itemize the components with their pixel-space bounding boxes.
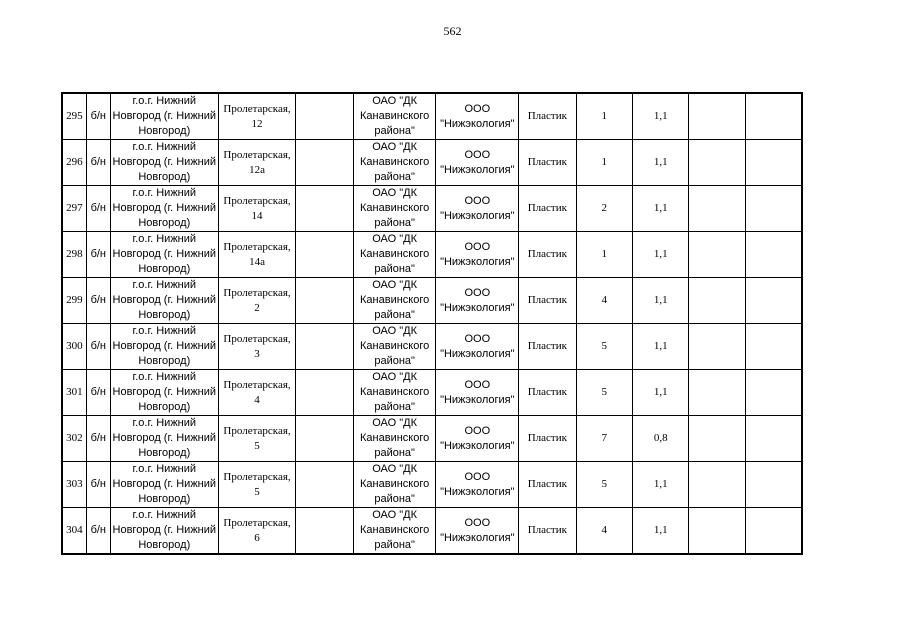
cell-quantity: 4 [576,278,632,324]
cell-material: Пластик [519,416,576,462]
cell-owner: ОАО "ДК Канавинского района" [353,278,436,324]
table-row [62,462,802,508]
cell-bn: б/н [86,278,110,324]
registry-table [61,92,803,555]
cell-locality: г.о.г. Нижний Новгород (г. Нижний Новгород) [110,93,218,140]
cell-owner: ОАО "ДК Канавинского района" [353,93,436,140]
cell-empty-11 [689,508,745,555]
cell-quantity: 2 [576,186,632,232]
cell-quantity: 5 [576,324,632,370]
cell-number: 304 [62,508,86,555]
cell-operator: ООО "Нижэкология" [436,416,519,462]
cell-extra [296,462,353,508]
cell-number: 301 [62,370,86,416]
cell-volume: 1,1 [633,462,689,508]
cell-owner: ОАО "ДК Канавинского района" [353,416,436,462]
cell-locality: г.о.г. Нижний Новгород (г. Нижний Новгород) [110,508,218,555]
cell-volume: 1,1 [633,508,689,555]
cell-street: Пролетарская, 3 [218,324,296,370]
cell-empty-11 [689,324,745,370]
cell-extra [296,93,353,140]
cell-operator: ООО "Нижэкология" [436,324,519,370]
cell-operator: ООО "Нижэкология" [436,93,519,140]
cell-locality: г.о.г. Нижний Новгород (г. Нижний Новгород) [110,232,218,278]
cell-operator: ООО "Нижэкология" [436,232,519,278]
cell-owner: ОАО "ДК Канавинского района" [353,140,436,186]
cell-material: Пластик [519,232,576,278]
cell-number: 295 [62,93,86,140]
table-row [62,416,802,462]
cell-volume: 0,8 [633,416,689,462]
cell-street: Пролетарская, 6 [218,508,296,555]
table-row [62,232,802,278]
cell-empty-11 [689,140,745,186]
table-row [62,186,802,232]
cell-bn: б/н [86,324,110,370]
cell-empty-12 [745,462,802,508]
cell-quantity: 5 [576,370,632,416]
cell-number: 297 [62,186,86,232]
cell-material: Пластик [519,93,576,140]
cell-locality: г.о.г. Нижний Новгород (г. Нижний Новгород) [110,278,218,324]
cell-locality: г.о.г. Нижний Новгород (г. Нижний Новгород) [110,186,218,232]
cell-operator: ООО "Нижэкология" [436,278,519,324]
cell-extra [296,232,353,278]
cell-number: 298 [62,232,86,278]
cell-extra [296,370,353,416]
cell-locality: г.о.г. Нижний Новгород (г. Нижний Новгород) [110,416,218,462]
cell-operator: ООО "Нижэкология" [436,186,519,232]
cell-material: Пластик [519,186,576,232]
cell-locality: г.о.г. Нижний Новгород (г. Нижний Новгород) [110,140,218,186]
cell-street: Пролетарская, 12а [218,140,296,186]
cell-quantity: 5 [576,462,632,508]
table-body [62,93,802,554]
cell-owner: ОАО "ДК Канавинского района" [353,370,436,416]
cell-empty-11 [689,232,745,278]
cell-empty-12 [745,232,802,278]
cell-empty-12 [745,324,802,370]
cell-volume: 1,1 [633,232,689,278]
cell-material: Пластик [519,370,576,416]
cell-volume: 1,1 [633,278,689,324]
table-row [62,370,802,416]
cell-locality: г.о.г. Нижний Новгород (г. Нижний Новгород) [110,370,218,416]
cell-empty-12 [745,416,802,462]
cell-empty-12 [745,140,802,186]
cell-street: Пролетарская, 14 [218,186,296,232]
cell-street: Пролетарская, 12 [218,93,296,140]
cell-volume: 1,1 [633,186,689,232]
cell-volume: 1,1 [633,370,689,416]
cell-extra [296,278,353,324]
cell-quantity: 4 [576,508,632,555]
cell-owner: ОАО "ДК Канавинского района" [353,232,436,278]
cell-number: 299 [62,278,86,324]
cell-number: 300 [62,324,86,370]
cell-bn: б/н [86,186,110,232]
cell-street: Пролетарская, 2 [218,278,296,324]
cell-quantity: 7 [576,416,632,462]
cell-empty-12 [745,370,802,416]
cell-street: Пролетарская, 4 [218,370,296,416]
cell-quantity: 1 [576,93,632,140]
cell-material: Пластик [519,508,576,555]
table-row [62,278,802,324]
cell-operator: ООО "Нижэкология" [436,508,519,555]
cell-material: Пластик [519,278,576,324]
cell-volume: 1,1 [633,93,689,140]
cell-extra [296,140,353,186]
cell-owner: ОАО "ДК Канавинского района" [353,508,436,555]
cell-quantity: 1 [576,232,632,278]
cell-quantity: 1 [576,140,632,186]
cell-empty-12 [745,278,802,324]
cell-operator: ООО "Нижэкология" [436,462,519,508]
cell-locality: г.о.г. Нижний Новгород (г. Нижний Новгород) [110,462,218,508]
cell-number: 303 [62,462,86,508]
cell-empty-11 [689,186,745,232]
cell-volume: 1,1 [633,140,689,186]
cell-empty-12 [745,186,802,232]
cell-extra [296,416,353,462]
cell-empty-11 [689,278,745,324]
cell-bn: б/н [86,232,110,278]
cell-street: Пролетарская, 5 [218,416,296,462]
cell-number: 302 [62,416,86,462]
page-number: 562 [443,24,462,38]
cell-bn: б/н [86,93,110,140]
table-row [62,324,802,370]
cell-empty-12 [745,508,802,555]
cell-empty-11 [689,462,745,508]
cell-owner: ОАО "ДК Канавинского района" [353,462,436,508]
cell-bn: б/н [86,462,110,508]
cell-material: Пластик [519,324,576,370]
cell-extra [296,186,353,232]
cell-bn: б/н [86,370,110,416]
cell-owner: ОАО "ДК Канавинского района" [353,186,436,232]
table-row [62,140,802,186]
cell-bn: б/н [86,416,110,462]
cell-extra [296,508,353,555]
table-row [62,93,802,140]
cell-number: 296 [62,140,86,186]
cell-empty-11 [689,370,745,416]
cell-material: Пластик [519,462,576,508]
cell-volume: 1,1 [633,324,689,370]
cell-operator: ООО "Нижэкология" [436,370,519,416]
table-row [62,508,802,555]
cell-empty-12 [745,93,802,140]
cell-bn: б/н [86,140,110,186]
cell-owner: ОАО "ДК Канавинского района" [353,324,436,370]
cell-street: Пролетарская, 5 [218,462,296,508]
cell-empty-11 [689,93,745,140]
cell-locality: г.о.г. Нижний Новгород (г. Нижний Новгород) [110,324,218,370]
cell-bn: б/н [86,508,110,555]
cell-material: Пластик [519,140,576,186]
cell-street: Пролетарская, 14а [218,232,296,278]
cell-extra [296,324,353,370]
cell-empty-11 [689,416,745,462]
cell-operator: ООО "Нижэкология" [436,140,519,186]
